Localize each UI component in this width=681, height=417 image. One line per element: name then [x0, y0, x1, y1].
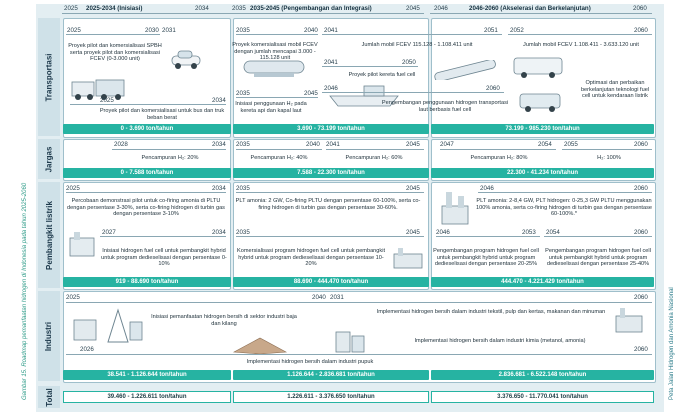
- year-label: 2035: [236, 27, 250, 34]
- year-label: 2060: [634, 185, 648, 192]
- pembangkit-item-fuelcell-3: Pengembangan program hidrogen fuel cell untuk pembangkit hybrid untuk program dedieselisasi dengan persentase 20-25%: [433, 248, 539, 268]
- year-label: 2050: [402, 59, 416, 66]
- pembangkit-item-cofiring: Percobaan demonstrasi pilot untuk co-firing amonia di PLTU dengan persentase 3-30%, serta co-firing hidrogen di turbin gas dengan persentase 3-10%: [67, 198, 225, 218]
- year-label: 2027: [102, 229, 116, 236]
- year-label: 2035: [236, 141, 250, 148]
- pembangkit-total-1: 919 - 88.690 ton/tahun: [63, 277, 231, 287]
- year-label: 2025: [66, 185, 80, 192]
- grand-total-2: 1.226.611 - 3.376.650 ton/tahun: [233, 391, 429, 403]
- timeline: [66, 34, 160, 35]
- year-label: 2041: [324, 59, 338, 66]
- year-label: 2047: [440, 141, 454, 148]
- phase3-line: [430, 13, 652, 14]
- transport-item-fcev-2051: Jumlah mobil FCEV 115.128 - 1.108.411 unit: [361, 42, 473, 48]
- year-label: 2035: [236, 185, 250, 192]
- fuel-cell-vehicle-icon: [510, 52, 570, 82]
- hydrogen-tank-icon: [240, 55, 310, 81]
- year-label: 2030: [145, 27, 159, 34]
- year-label: 2034: [212, 185, 226, 192]
- timeline: [236, 236, 424, 237]
- pembangkit-total-2: 88.690 - 444.470 ton/tahun: [233, 277, 429, 287]
- industri-item-kimia: Implementasi hidrogen bersih dalam industri kimia (metanol, amonia): [414, 338, 586, 344]
- year-label: 2025: [67, 27, 81, 34]
- row-label-transportasi: Transportasi: [38, 18, 60, 136]
- year-label: 2055: [564, 141, 578, 148]
- industri-item-tekstil: Implementasi hidrogen bersih dalam industri tekstil, pulp dan kertas, makanan dan minuman: [376, 309, 606, 315]
- phase2-title: 2035-2045 (Pengembangan dan Integrasi): [250, 5, 372, 12]
- industri-total-2: 1.126.644 - 2.836.681 ton/tahun: [233, 370, 429, 380]
- industri-item-pupuk: Implementasi hidrogen bersih dalam industri pupuk: [246, 359, 374, 365]
- jargas-item-80: Pencampuran H₂: 80%: [470, 155, 528, 161]
- year-label: 2041: [326, 141, 340, 148]
- timeline: [322, 92, 504, 93]
- figure-caption: Gambar 15. Roadmap pemanfaatan hidrogen di Indonesia pada tahun 2025-2060: [22, 182, 28, 400]
- year-label: 2025: [66, 294, 80, 301]
- year-label: 2060: [634, 229, 648, 236]
- year-label: 2060: [634, 294, 648, 301]
- pembangkit-item-fuelcell-2: Komersialisasi program hidrogen fuel cell untuk pembangkit hybrid untuk program dedieselisasi dengan persentase 10-20%: [237, 248, 385, 268]
- row-label-jargas: Jargas: [38, 139, 60, 179]
- year-label: 2045: [406, 185, 420, 192]
- year-label: 2034: [212, 141, 226, 148]
- year-label: 2052: [510, 27, 524, 34]
- year-label: 2028: [114, 141, 128, 148]
- pembangkit-item-fuelcell-1: Inisiasi hidrogen fuel cell untuk pembangkit hybrid untuk program dedieselisasi dengan persentase 0-10%: [101, 248, 227, 268]
- timeline: [544, 236, 652, 237]
- jargas-total-1: 0 - 7.588 ton/tahun: [63, 168, 231, 178]
- year-label: 2031: [162, 27, 176, 34]
- pembangkit-item-fuelcell-4: Pengembangan program hidrogen fuel cell untuk pembangkit hybrid untuk program dedieselisasi dengan persentase 25-40%: [545, 248, 651, 268]
- power-plant-icon: [436, 188, 476, 228]
- row-label-pembangkit: Pembangkit listrik: [38, 182, 60, 288]
- jargas-total-3: 22.300 - 41.234 ton/tahun: [431, 168, 654, 178]
- year-label: 2035: [236, 229, 250, 236]
- timeline: [236, 34, 318, 35]
- transport-total-1: 0 - 3.690 ton/tahun: [63, 124, 231, 134]
- industri-total-3: 2.836.681 - 6.522.148 ton/tahun: [431, 370, 654, 380]
- transport-item-train: Proyek pilot kereta fuel cell: [348, 72, 416, 78]
- phase1-end: 2034: [195, 5, 209, 12]
- jargas-item-100: H₂: 100%: [597, 155, 621, 161]
- row-label-industri: Industri: [38, 291, 60, 381]
- phase3-title: 2046-2060 (Akselerasi dan Berkelanjutan): [469, 5, 591, 12]
- transport-item-optimasi: Optimasi dan perbaikan berkelanjutan teknologi fuel cell untuk kendaraan listrik: [580, 80, 650, 100]
- year-label: 2035: [236, 90, 250, 97]
- timeline: [322, 34, 502, 35]
- year-label: 2034: [212, 229, 226, 236]
- pembangkit-total-3: 444.470 - 4.221.429 ton/tahun: [431, 277, 654, 287]
- year-label: 2051: [484, 27, 498, 34]
- timeline: [66, 302, 330, 303]
- year-label: 2060: [634, 27, 648, 34]
- year-label: 2046: [324, 85, 338, 92]
- pembangkit-item-plt-25gw: PLT amonia: 2-8,4 GW, PLT hidrogen: 0-25,3 GW PLTU menggunakan 100% amonia, serta co-firing hidrogen di turbin gas dengan persentase 60-100%.*: [476, 198, 653, 218]
- industri-total-1: 38.541 - 1.126.644 ton/tahun: [63, 370, 231, 380]
- pembangkit-item-plt-2gw: PLT amonia: 2 GW, Co-firing PLTU dengan persentase 60-100%, serta co-firing hidrogen di turbin gas dengan persentase 30-60%.: [235, 198, 421, 211]
- year-label: 2045: [406, 229, 420, 236]
- industri-item-baja: Inisiasi pemanfaatan hidrogen bersih di sektor industri baja dan kilang: [151, 314, 297, 327]
- phase2-start: 2035: [232, 5, 246, 12]
- timeline: [322, 66, 418, 67]
- year-label: 2045: [406, 141, 420, 148]
- timeline: [562, 149, 652, 150]
- year-label: 2054: [538, 141, 552, 148]
- lab-vehicle-icon: [516, 88, 566, 116]
- train-icon: [428, 60, 502, 80]
- hybrid-plant-icon: [390, 244, 426, 272]
- timeline: [66, 354, 652, 355]
- grand-total-1: 39.460 - 1.226.611 ton/tahun: [63, 391, 231, 403]
- timeline: [508, 34, 652, 35]
- timeline: [236, 97, 318, 98]
- year-label: 2060: [634, 141, 648, 148]
- side-note: Peta Jalan Hidrogen dan Amonia Nasional: [669, 287, 675, 400]
- phase2-end: 2045: [406, 5, 420, 12]
- transport-total-3: 73.199 - 985.230 ton/tahun: [431, 124, 654, 134]
- jargas-item-40: Pencampuran H₂: 40%: [250, 155, 308, 161]
- fertilizer-field-icon: [230, 330, 290, 356]
- timeline: [112, 149, 226, 150]
- phase3-end: 2060: [633, 5, 647, 12]
- phase3-start: 2046: [434, 5, 448, 12]
- year-label: 2025: [100, 97, 114, 104]
- phase2-line: [232, 13, 424, 14]
- bus-truck-icon: [70, 76, 128, 102]
- year-label: 2041: [324, 27, 338, 34]
- year-label: 2046: [480, 185, 494, 192]
- year-label: 2054: [546, 229, 560, 236]
- phase1-title: 2025-2034 (Inisiasi): [86, 5, 143, 12]
- transport-item-rail-ship: Inisiasi penggunaan H₂ pada kereta api dan kapal laut: [235, 101, 307, 114]
- year-label: 2040: [312, 294, 326, 301]
- generator-icon: [66, 228, 100, 262]
- transport-item-bus: Proyek pilot dan komersialisasi untuk bus dan truk beban berat: [99, 108, 225, 121]
- jargas-item-20: Pencampuran H₂: 20%: [141, 155, 199, 161]
- transport-item-marine: Pengembangan penggunaan hidrogen transportasi laut berbasis fuel cell: [381, 100, 509, 113]
- timeline: [66, 192, 226, 193]
- timeline: [440, 149, 556, 150]
- jargas-total-2: 7.588 - 22.300 ton/tahun: [233, 168, 429, 178]
- timeline: [70, 104, 226, 105]
- steel-refinery-icon: [68, 306, 148, 346]
- timeline: [330, 302, 652, 303]
- transport-item-fcev-2060: Jumlah mobil FCEV 1.108.411 - 3.633.120 unit: [523, 42, 639, 48]
- year-label: 2046: [436, 229, 450, 236]
- year-label: 2026: [80, 346, 94, 353]
- timeline: [478, 192, 652, 193]
- jargas-item-60: Pencampuran H₂: 60%: [345, 155, 403, 161]
- year-label: 2060: [634, 346, 648, 353]
- year-label: 2060: [486, 85, 500, 92]
- row-label-total: Total: [38, 386, 60, 408]
- chemical-plant-icon: [330, 322, 370, 356]
- timeline: [326, 149, 424, 150]
- year-label: 2040: [306, 141, 320, 148]
- year-label: 2031: [330, 294, 344, 301]
- grand-total-3: 3.376.650 - 11.770.041 ton/tahun: [431, 391, 654, 403]
- year-label: 2034: [212, 97, 226, 104]
- timeline: [236, 192, 424, 193]
- phase1-start: 2025: [64, 5, 78, 12]
- transport-total-2: 3.690 - 73.199 ton/tahun: [233, 124, 429, 134]
- factory-icon: [612, 306, 648, 336]
- timeline: [236, 149, 322, 150]
- year-label: 2053: [522, 229, 536, 236]
- phase1-line: [62, 13, 232, 14]
- transport-item-spbh: Proyek pilot dan komersialisasi SPBH serta proyek pilot dan komersialisasi FCEV (0-3.000 unit): [68, 43, 162, 63]
- year-label: 2045: [304, 90, 318, 97]
- year-label: 2040: [304, 27, 318, 34]
- transport-item-fcev: Proyek komersialisasi mobil FCEV dengan jumlah mencapai 3.000 - 115.128 unit: [232, 42, 318, 62]
- car-icon: [168, 48, 204, 70]
- timeline: [100, 236, 226, 237]
- timeline: [436, 236, 540, 237]
